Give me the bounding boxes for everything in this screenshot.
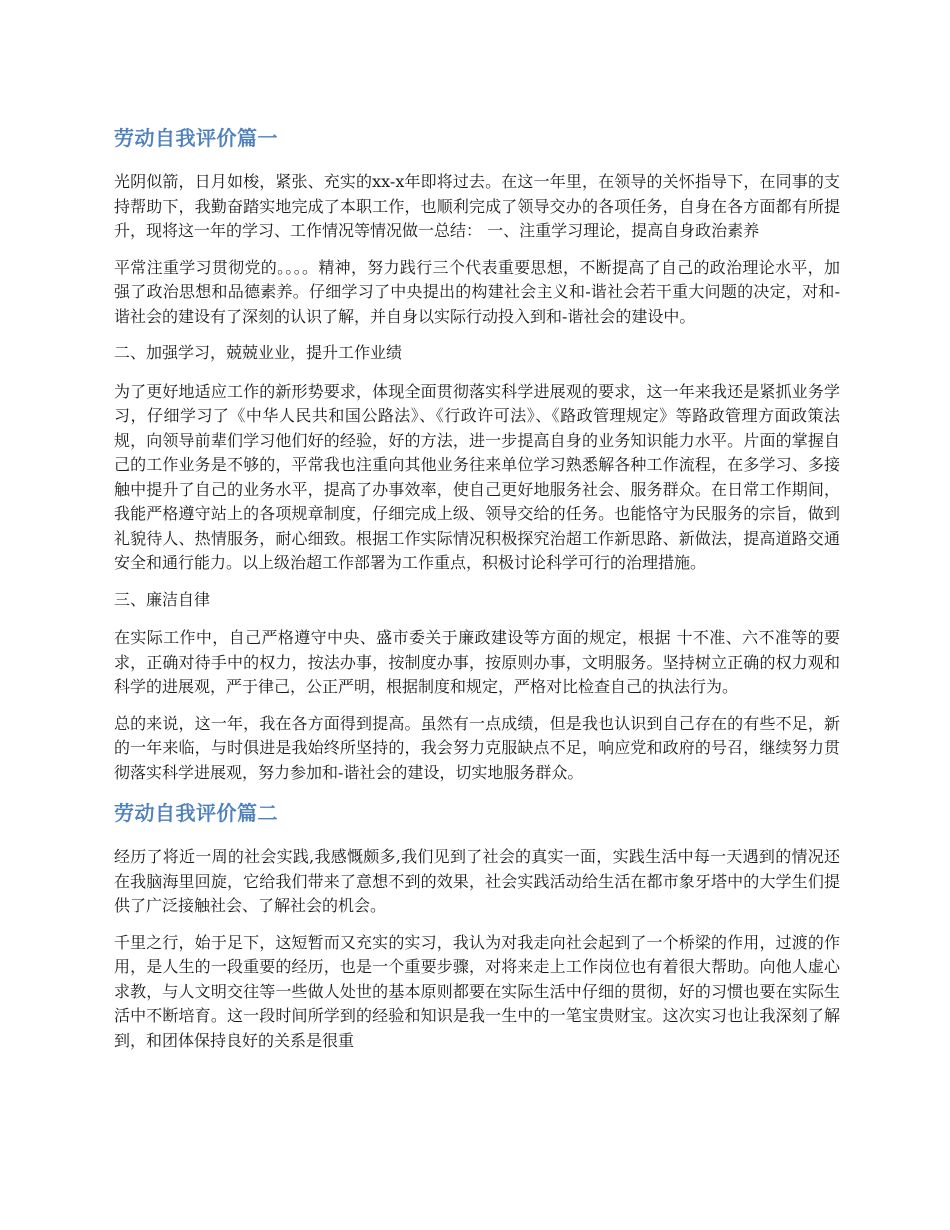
paragraph: 光阴似箭，日月如梭，紧张、充实的xx-x年即将过去。在这一年里，在领导的关怀指导下，在同事的支持帮助下，我勤奋踏实地完成了本职工作，也顺利完成了领导交办的各项任务，自身在各方面都有所提升，现将这一年的学习、工作情况等情况做一总结： 一、注重学习理论，提高自身政治素养	[114, 172, 840, 240]
paragraph: 经历了将近一周的社会实践,我感慨颇多,我们见到了社会的真实一面，实践生活中每一天遇到的情况还在我脑海里回旋，它给我们带来了意想不到的效果，社会实践活动给生活在都市象牙塔中的大学生们提供了广泛接触社会、了解社会的机会。	[114, 847, 840, 915]
paragraph: 在实际工作中，自己严格遵守中央、盛市委关于廉政建设等方面的规定，根据 十不准、六不准等的要求，正确对待手中的权力，按法办事，按制度办事，按原则办事，文明服务。坚持树立正确的权力观和科学的进展观，严于律己，公正严明，根据制度和规定，严格对比检查自己的执法行为。	[114, 628, 840, 696]
paragraph: 总的来说，这一年，我在各方面得到提高。虽然有一点成绩，但是我也认识到自己存在的有些不足，新的一年来临，与时俱进是我始终所坚持的，我会努力克服缺点不足，响应党和政府的号召，继续努力贯彻落实科学进展观，努力参加和-谐社会的建设，切实地服务群众。	[114, 713, 840, 782]
paragraph: 千里之行，始于足下，这短暂而又充实的实习，我认为对我走向社会起到了一个桥梁的作用，过渡的作用，是人生的一段重要的经历，也是一个重要步骤，对将来走上工作岗位也有着很大帮助。向他人虚心求教，与人文明交往等一些做人处世的基本原则都要在实际生活中仔细的贯彻，好的习惯也要在实际生活中不断培育。这一段时间所学到的经验和知识是我一生中的一笔宝贵财宝。这次实习也让我深刻了解到，和团体保持良好的关系是很重	[114, 932, 840, 1050]
paragraph: 平常注重学习贯彻党的。。。。精神，努力践行三个代表重要思想，不断提高了自己的政治理论水平，加强了政治思想和品德素养。仔细学习了中央提出的构建社会主义和-谐社会若干重大问题的决定，对和-谐社会的建设有了深刻的认识了解，并自身以实际行动投入到和-谐社会的建设中。	[114, 257, 840, 326]
article-two	[114, 797, 840, 1053]
section-subheading: 三、廉洁自律	[114, 589, 211, 609]
article-one-heading: 劳动自我评价篇一	[114, 126, 278, 150]
document-body	[114, 122, 840, 1065]
article-two-heading: 劳动自我评价篇二	[114, 801, 278, 825]
section-subheading: 二、加强学习，兢兢业业，提升工作业绩	[114, 343, 403, 362]
paragraph: 为了更好地适应工作的新形势要求，体现全面贯彻落实科学进展观的要求，这一年来我还是紧抓业务学习，仔细学习了《中华人民共和国公路法》、《行政许可法》、《路政管理规定》等路政管理方面政策法规，向领导前辈们学习他们好的经验，好的方法，进一步提高自身的业务知识能力水平。片面的掌握自己的工作业务是不够的，平常我也注重向其他业务往来单位学习熟悉解各种工作流程，在多学习、多接触中提升了自己的业务水平，提高了办事效率，使自己更好地服务社会、服务群众。在日常工作期间，我能严格遵守站上的各项规章制度，仔细完成上级、领导交给的任务。也能恪守为民服务的宗旨，做到礼貌待人、热情服务，耐心细致。根据工作实际情况积极探究治超工作新思路、新做法，提高道路交通安全和通行能力。以上级治超工作部署为工作重点，积极讨论科学可行的治理措施。	[114, 381, 840, 572]
article-one	[114, 122, 840, 785]
